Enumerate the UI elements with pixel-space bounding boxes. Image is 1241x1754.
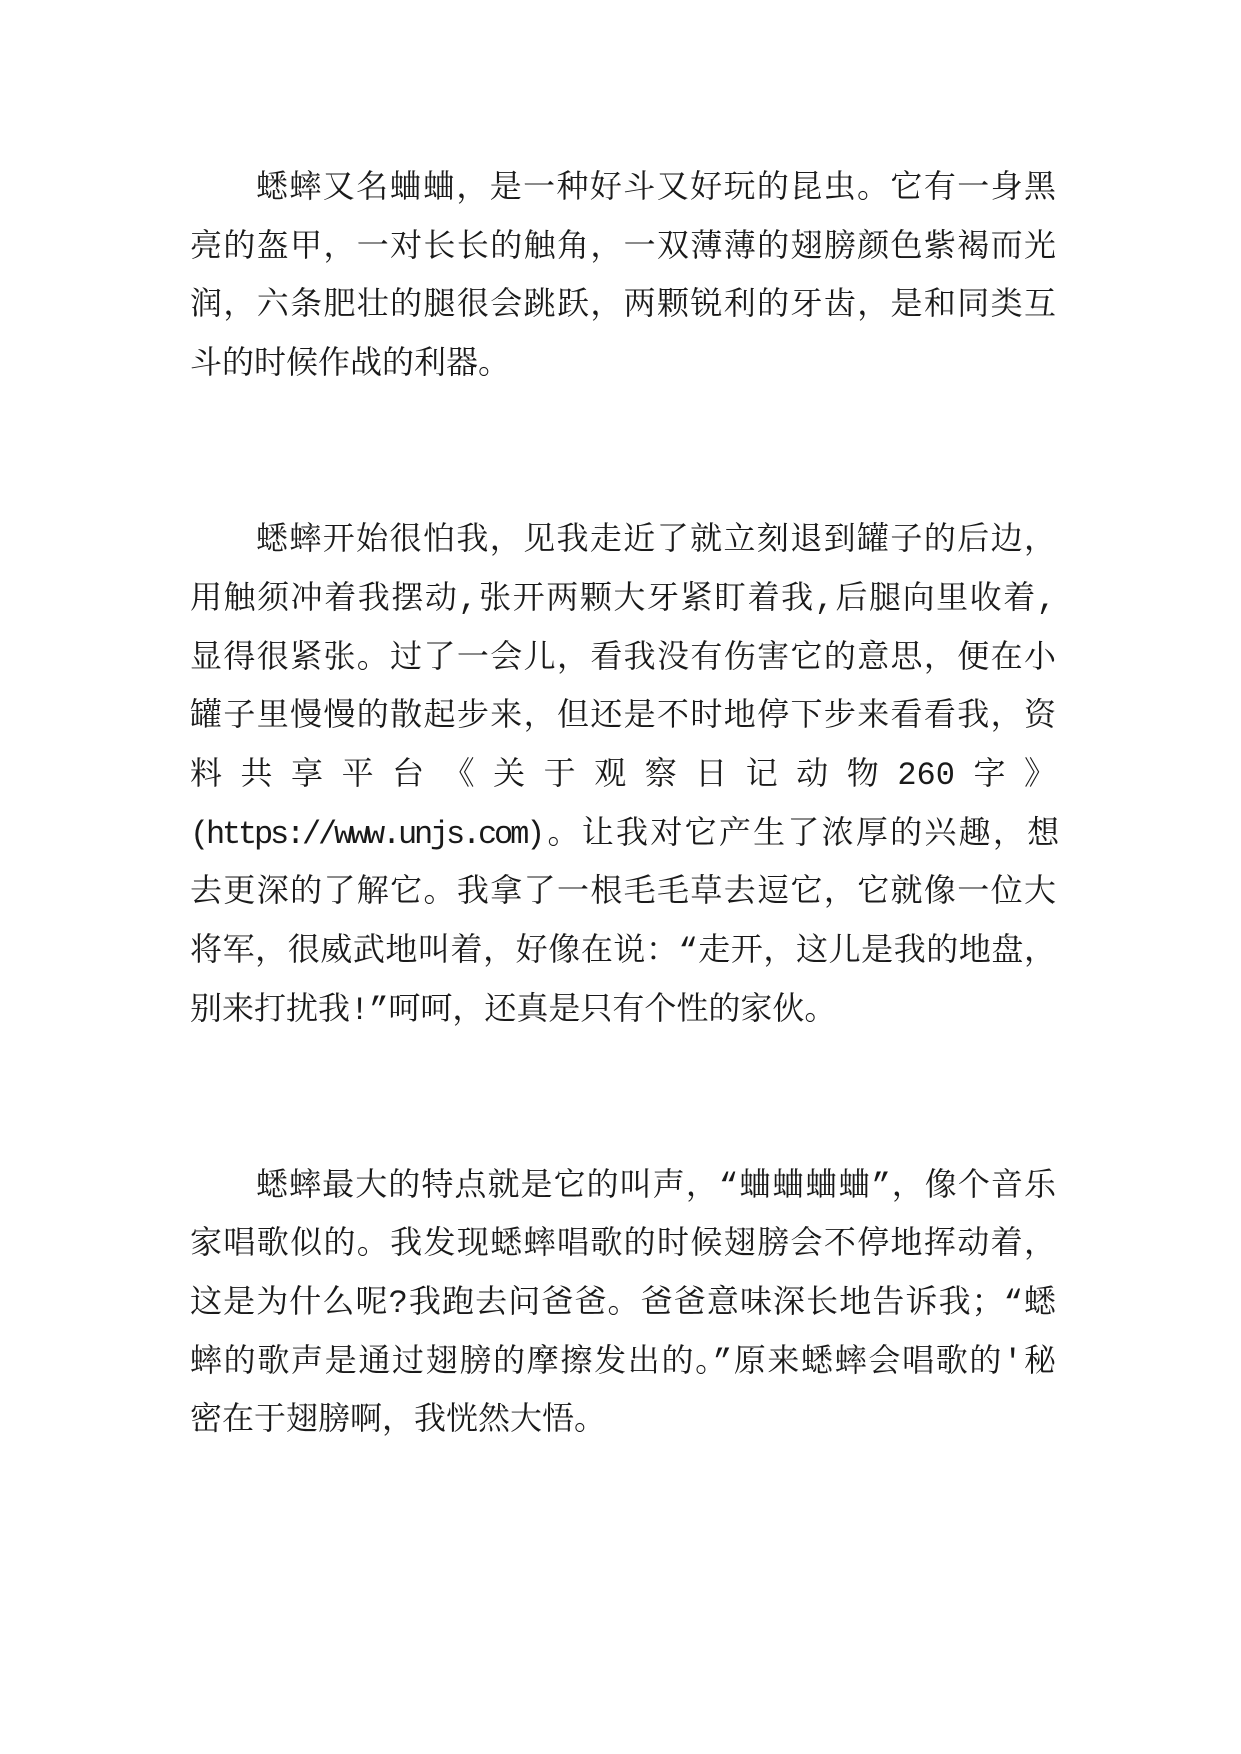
paragraph-2 [190,512,1056,1040]
document-body [190,160,1056,1569]
text-line: 蟋蟀又名蛐蛐，是一种好斗又好玩的昆虫。它有一身黑 [256,170,1056,207]
text-line: 斗的时候作战的利器。 [190,346,511,384]
text-line: 润，六条肥壮的腿很会跳跃，两颗锐利的牙齿，是和同类互 [190,287,1056,325]
text-line: 蟀的歌声是通过翅膀的摩擦发出的。”原来蟋蟀会唱歌的'秘 [190,1343,1056,1381]
text-line: 蟋蟀开始很怕我，见我走近了就立刻退到罐子的后边， [256,522,1056,560]
text-line: 亮的盔甲，一对长长的触角，一双薄薄的翅膀颜色紫褐而光 [190,228,1056,266]
text-line: 料共享平台《关于观察日记动物260字》 [190,756,1056,794]
text-line: 将军，很威武地叫着，好像在说：“走开，这儿是我的地盘， [190,932,1056,970]
paragraph-1 [190,160,1056,395]
text-line: 显得很紧张。过了一会儿，看我没有伤害它的意思，便在小 [190,639,1056,677]
text-line: 用触须冲着我摆动,张开两颗大牙紧盯着我,后腿向里收着, [190,580,1056,618]
text-line: 蟋蟀最大的特点就是它的叫声，“蛐蛐蛐蛐”，像个音乐 [256,1167,1056,1205]
text-line: 罐子里慢慢的散起步来，但还是不时地停下步来看看我，资 [190,698,1056,736]
text-line: 密在于翅膀啊，我恍然大悟。 [190,1402,607,1440]
text-line: 家唱歌似的。我发现蟋蟀唱歌的时候翅膀会不停地挥动着， [190,1226,1056,1264]
text-line: 这是为什么呢?我跑去问爸爸。爸爸意味深长地告诉我；“蟋 [190,1285,1056,1323]
text-line: (https://www.unjs.com)。让我对它产生了浓厚的兴趣，想 [190,815,1056,853]
text-line: 去更深的了解它。我拿了一根毛毛草去逗它，它就像一位大 [190,874,1056,912]
paragraph-3 [190,1158,1056,1451]
text-line: 别来打扰我!”呵呵，还真是只有个性的家伙。 [190,991,837,1029]
